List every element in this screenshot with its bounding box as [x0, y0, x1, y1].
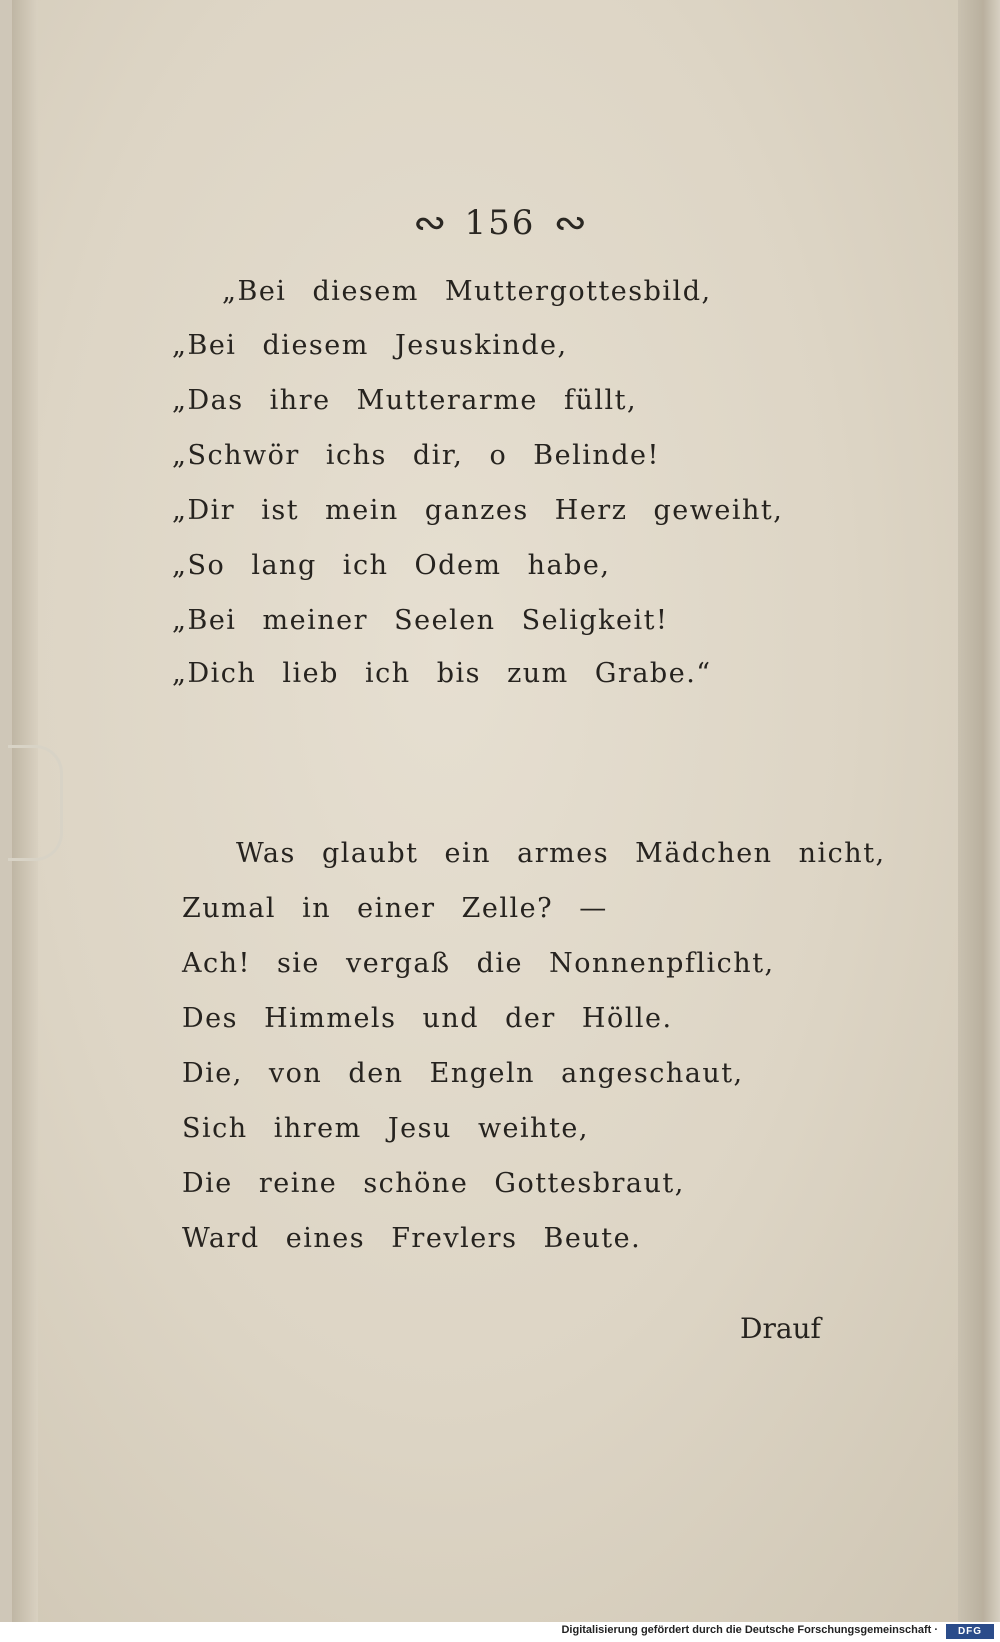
ornament-left: ∾: [413, 200, 447, 246]
page-edge: [958, 0, 1000, 1622]
footer-bar: [0, 1622, 1000, 1642]
verse-line: „Dir ist mein ganzes Herz geweiht,: [172, 495, 784, 526]
verse-line: „Bei diesem Muttergottesbild,: [222, 276, 712, 307]
verse-line: Des Himmels und der Hölle.: [182, 1003, 673, 1034]
catchword: Drauf: [740, 1312, 821, 1345]
verse-line: Sich ihrem Jesu weihte,: [182, 1113, 589, 1144]
verse-line: Ach! sie vergaß die Nonnenpflicht,: [182, 948, 775, 979]
verse-line: „Bei diesem Jesuskinde,: [172, 330, 568, 361]
footer-credit: Digitalisierung gefördert durch die Deutsche Forschungsgemeinschaft ·: [561, 1624, 938, 1636]
verse-line: Die reine schöne Gottesbraut,: [182, 1168, 685, 1199]
verse-line: Die, von den Engeln angeschaut,: [182, 1058, 744, 1089]
verse-line: Was glaubt ein armes Mädchen nicht,: [236, 838, 886, 869]
page-header: [390, 198, 610, 248]
verse-line: Zumal in einer Zelle? —: [182, 893, 608, 924]
verse-line: „Das ihre Mutterarme füllt,: [172, 385, 638, 416]
verse-line: „So lang ich Odem habe,: [172, 550, 611, 581]
verse-line: „Schwör ichs dir, o Belinde!: [172, 440, 660, 471]
page-number: 156: [464, 203, 536, 243]
verse-line: „Dich lieb ich bis zum Grabe.“: [172, 658, 712, 689]
dfg-logo-icon: DFG: [946, 1624, 994, 1639]
ornament-right: ∾: [553, 200, 587, 246]
verse-line: „Bei meiner Seelen Seligkeit!: [172, 605, 669, 636]
bookmark-ribbon: [8, 745, 63, 861]
verse-line: Ward eines Frevlers Beute.: [182, 1223, 642, 1254]
